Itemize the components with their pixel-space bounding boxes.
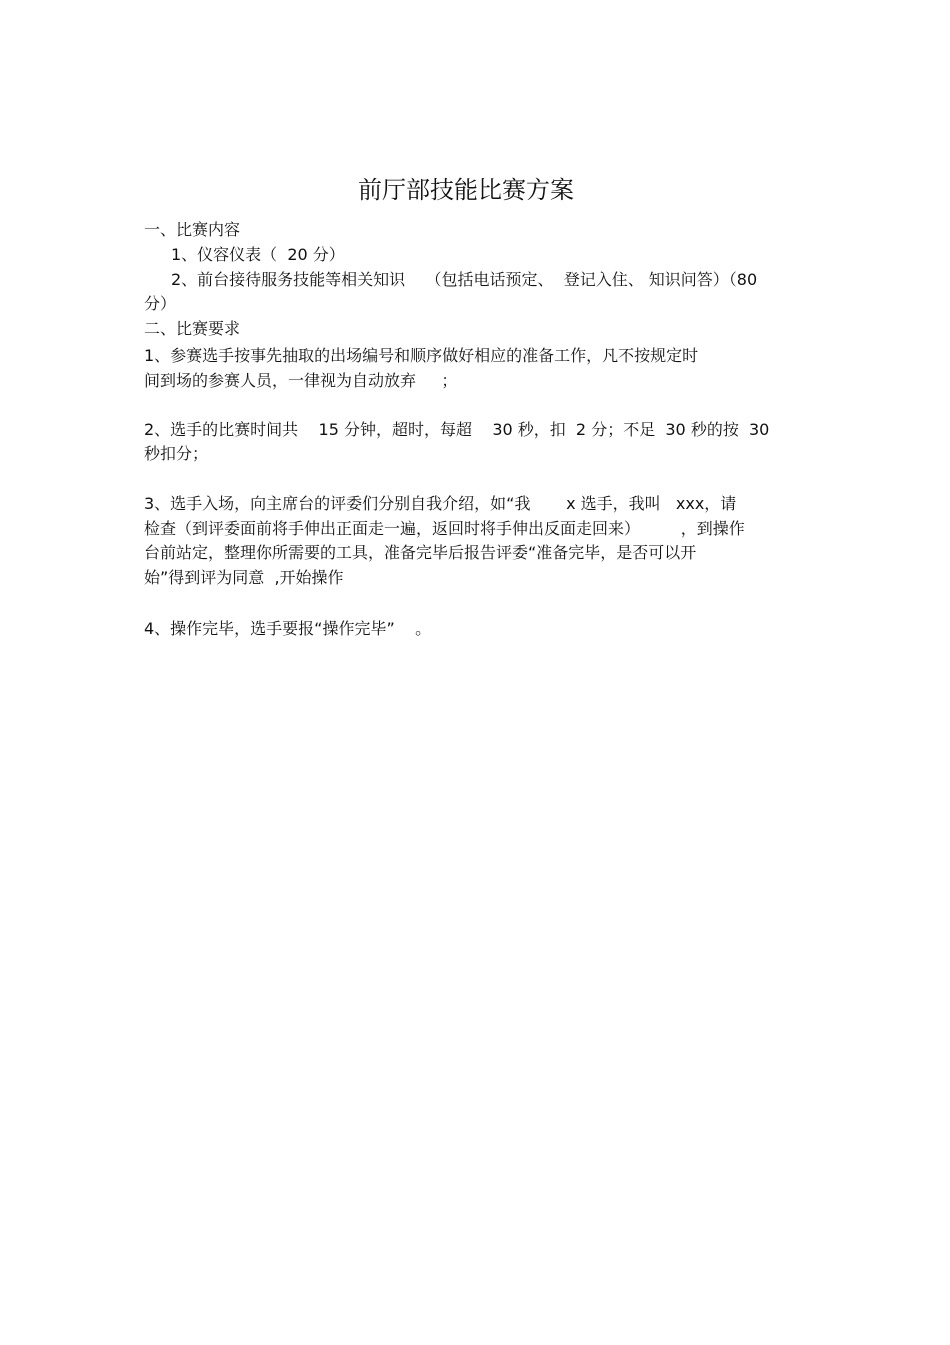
rule-3-line2: 检查（到评委面前将手伸出正面走一遍，返回时将手伸出反面走回来） ，到操作 bbox=[144, 519, 745, 538]
rule-3-line1: 3、选手入场，向主席台的评委们分别自我介绍，如“我 x 选手，我叫 xxx，请 bbox=[144, 494, 737, 513]
section-heading-requirements: 二、比赛要求 bbox=[144, 319, 241, 338]
rule-2-line1: 2、选手的比赛时间共 15 分钟，超时，每超 30 秒，扣 2 分；不足 30 秒的按 30 bbox=[144, 420, 770, 439]
rule-3-line3: 台前站定，整理你所需要的工具，准备完毕后报告评委“准备完毕，是否可以开 bbox=[144, 543, 697, 562]
content-item-appearance: 1、仪容仪表（ 20 分） bbox=[171, 245, 345, 264]
rule-1-line2: 间到场的参赛人员，一律视为自动放弃 ； bbox=[144, 371, 458, 390]
rule-2-line2: 秒扣分； bbox=[144, 444, 209, 463]
rule-4-line1: 4、操作完毕，选手要报“操作完毕” 。 bbox=[144, 619, 432, 638]
section-heading-content: 一、比赛内容 bbox=[144, 220, 241, 239]
rule-3-line4: 始”得到评为同意 ,开始操作 bbox=[144, 568, 344, 587]
document-title: 前厅部技能比赛方案 bbox=[358, 176, 574, 204]
content-item-skills-line2: 分） bbox=[144, 294, 177, 313]
content-item-skills-line1: 2、前台接待服务技能等相关知识 （包括电话预定、 登记入住、 知识问答）（80 bbox=[171, 270, 758, 289]
rule-1-line1: 1、参赛选手按事先抽取的出场编号和顺序做好相应的准备工作，凡不按规定时 bbox=[144, 346, 699, 365]
